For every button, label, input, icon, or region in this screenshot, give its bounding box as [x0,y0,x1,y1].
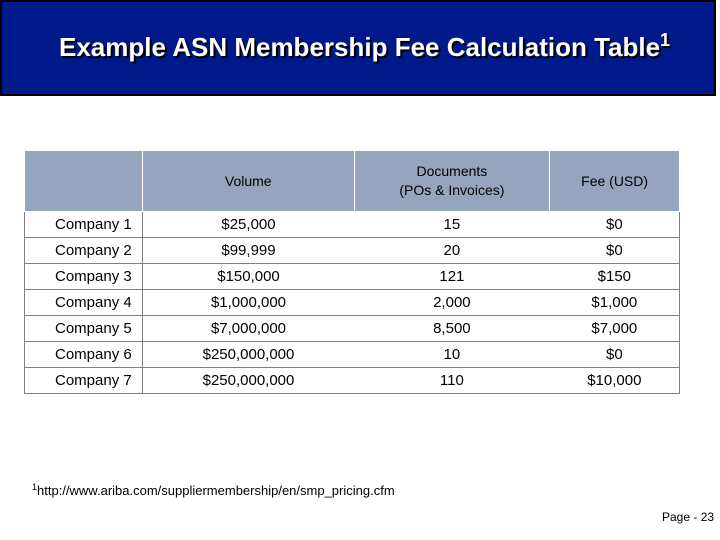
table-row [25,316,680,342]
fee-cell: $10,000 [550,368,680,394]
page-number: Page - 23 [662,510,715,524]
volume-cell: $99,999 [142,238,354,264]
table-row [25,212,680,238]
company-cell: Company 2 [25,238,143,264]
footnote [32,483,395,498]
volume-cell: $7,000,000 [142,316,354,342]
documents-cell: 15 [354,212,550,238]
footnote-marker: 1 [32,482,38,492]
company-cell: Company 1 [25,212,143,238]
fee-cell: $0 [550,212,680,238]
volume-cell: $1,000,000 [142,290,354,316]
volume-cell: $150,000 [142,264,354,290]
header-documents [354,151,550,212]
header-corner-cell [25,151,143,212]
documents-cell: 20 [354,238,550,264]
header-fee: Fee (USD) [550,151,680,212]
volume-cell: $25,000 [142,212,354,238]
fee-cell: $150 [550,264,680,290]
footnote-url: http://www.ariba.com/suppliermembership/en/smp_pricing.cfm [37,483,395,498]
header-documents-line2: (POs & Invoices) [399,182,505,198]
company-cell: Company 6 [25,342,143,368]
documents-cell: 10 [354,342,550,368]
volume-cell: $250,000,000 [142,342,354,368]
table-header-row [25,151,680,212]
company-cell: Company 5 [25,316,143,342]
fee-cell: $0 [550,342,680,368]
company-cell: Company 3 [25,264,143,290]
table-row [25,342,680,368]
slide-title-text: Example ASN Membership Fee Calculation Table [59,32,661,62]
fee-calculation-table [24,150,680,394]
company-cell: Company 4 [25,290,143,316]
company-cell: Company 7 [25,368,143,394]
slide-title [59,32,670,63]
table-row [25,290,680,316]
fee-cell: $7,000 [550,316,680,342]
documents-cell: 121 [354,264,550,290]
documents-cell: 8,500 [354,316,550,342]
volume-cell: $250,000,000 [142,368,354,394]
fee-cell: $0 [550,238,680,264]
table-row [25,368,680,394]
fee-cell: $1,000 [550,290,680,316]
title-footnote-marker: 1 [660,30,671,50]
table-row [25,238,680,264]
documents-cell: 110 [354,368,550,394]
documents-cell: 2,000 [354,290,550,316]
title-bar [0,0,716,96]
header-documents-line1: Documents [416,163,488,179]
table-row [25,264,680,290]
header-volume: Volume [142,151,354,212]
